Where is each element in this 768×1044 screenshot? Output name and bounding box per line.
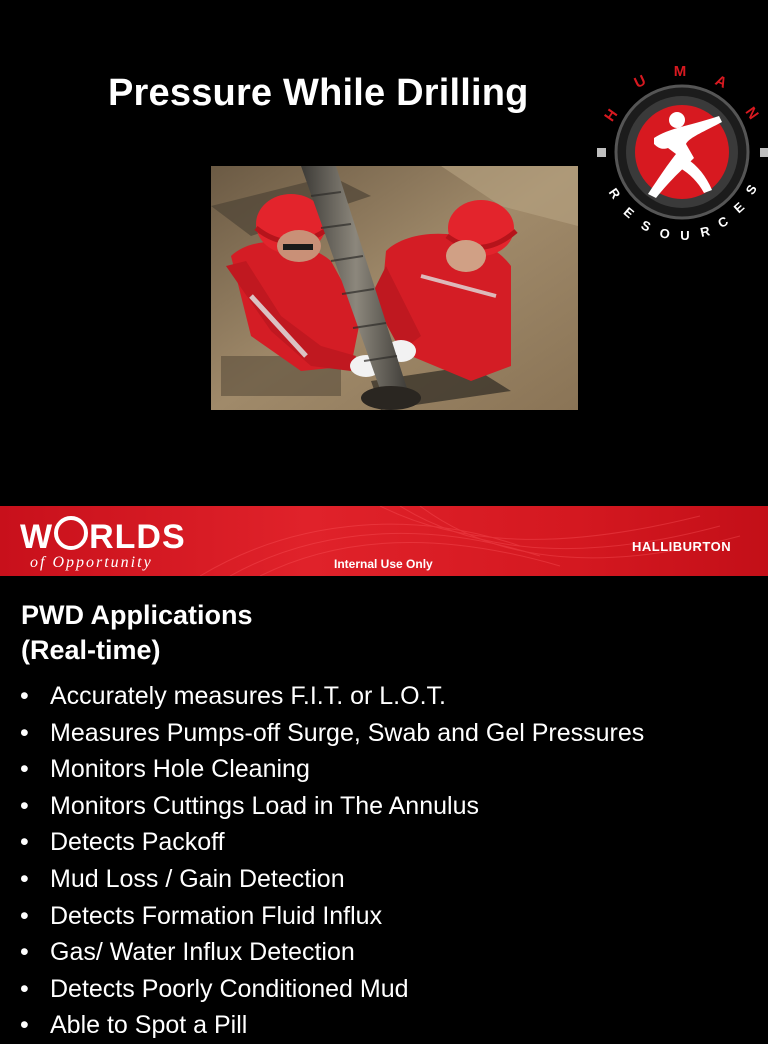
- globe-icon: [54, 516, 88, 550]
- bullet-icon: •: [20, 682, 29, 710]
- list-item-text: Detects Formation Fluid Influx: [50, 901, 383, 930]
- logo-letter-m: M: [673, 63, 687, 80]
- slide-top: [0, 0, 768, 506]
- section-heading: [21, 598, 253, 668]
- logo-letter-e2: E: [730, 199, 748, 217]
- list-item-text: Detects Poorly Conditioned Mud: [50, 974, 409, 1003]
- bullet-icon: •: [20, 974, 29, 1003]
- bullet-icon: •: [20, 791, 29, 820]
- logo-letter-s: S: [638, 217, 654, 235]
- footer-banner: [0, 506, 768, 576]
- list-item-text: Gas/ Water Influx Detection: [50, 938, 355, 967]
- human-resources-logo: [594, 58, 768, 244]
- photo-illustration: [211, 166, 578, 410]
- list-item-text: Detects Packoff: [50, 828, 225, 857]
- bullet-icon: •: [20, 828, 29, 857]
- page-title: Pressure While Drilling: [108, 72, 529, 114]
- bullet-icon: •: [20, 755, 29, 784]
- list-item-text: Monitors Cuttings Load in The Annulus: [50, 791, 479, 820]
- brand-tagline: of Opportunity: [30, 554, 153, 571]
- worlds-letter-w: W: [20, 518, 54, 556]
- bullet-icon: •: [20, 901, 29, 930]
- logo-letter-e: E: [620, 204, 638, 222]
- logo-letter-h: H: [601, 106, 622, 125]
- worlds-brand: [20, 516, 186, 557]
- heading-line-2: (Real-time): [21, 635, 161, 665]
- logo-letter-n: N: [741, 104, 762, 123]
- internal-use-notice: Internal Use Only: [334, 557, 433, 571]
- bullet-icon: •: [20, 938, 29, 967]
- worlds-letters-rlds: RLDS: [89, 518, 186, 556]
- oilfield-workers-photo: [211, 166, 578, 410]
- bullet-icon: •: [20, 1011, 29, 1040]
- list-item-text: Monitors Hole Cleaning: [50, 755, 310, 784]
- list-item-text: Accurately measures F.I.T. or L.O.T.: [50, 682, 446, 710]
- list-item-text: Measures Pumps-off Surge, Swab and Gel Pressures: [50, 718, 645, 747]
- bullet-icon: •: [20, 718, 29, 747]
- heading-line-1: PWD Applications: [21, 600, 253, 630]
- logo-letter-u2: U: [680, 228, 690, 243]
- list-item-text: Able to Spot a Pill: [50, 1011, 248, 1040]
- logo-letter-r: R: [605, 185, 624, 202]
- company-logo-text: HALLIBURTON: [632, 539, 732, 554]
- list-item-text: Mud Loss / Gain Detection: [50, 864, 345, 893]
- logo-letter-r2: R: [698, 223, 712, 240]
- logo-letter-u: U: [631, 71, 649, 92]
- logo-letter-a: A: [712, 71, 730, 92]
- logo-letter-c: C: [715, 213, 731, 231]
- logo-letter-s2: S: [742, 181, 760, 198]
- logo-letter-o: O: [658, 225, 672, 242]
- bullet-icon: •: [20, 864, 29, 893]
